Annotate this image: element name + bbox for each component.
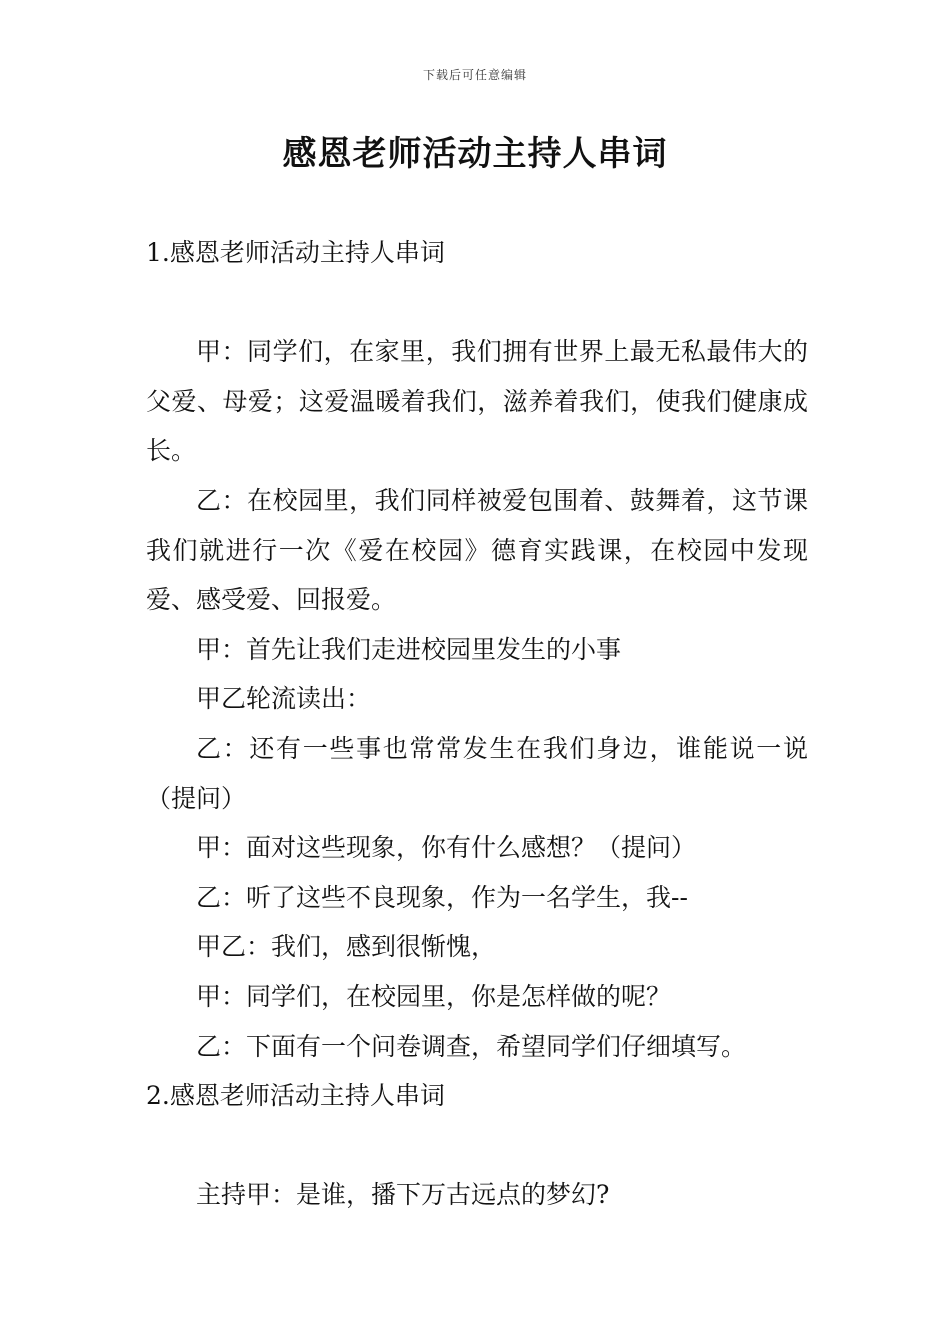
paragraph: 主持甲：是谁，播下万古远点的梦幻? — [196, 1180, 610, 1210]
blank-line — [146, 1121, 808, 1171]
paragraph: 甲：同学们，在家里，我们拥有世界上最无私最伟大的父爱、母爱；这爱温暖着我们，滋养着我们，使我们健康成长。 — [146, 337, 808, 466]
page-header-note: 下载后可任意编辑 — [422, 68, 527, 82]
paragraph: 甲乙：我们，感到很惭愧， — [196, 932, 497, 962]
blank-line — [146, 278, 808, 328]
document-body — [146, 228, 808, 1220]
section-heading-2: 2.感恩老师活动主持人串词 — [146, 1081, 445, 1111]
paragraph: 乙：还有一些事也常常发生在我们身边，谁能说一说（提问） — [146, 733, 808, 813]
section-heading-1: 1.感恩老师活动主持人串词 — [146, 238, 445, 267]
document-title: 感恩老师活动主持人串词 — [282, 134, 668, 174]
paragraph: 乙：在校园里，我们同样被爱包围着、鼓舞着，这节课我们就进行一次《爱在校园》德育实践课，在校园中发现爱、感受爱、回报爱。 — [146, 485, 808, 615]
paragraph: 甲乙轮流读出： — [196, 684, 372, 714]
paragraph: 甲：面对这些现象，你有什么感想？（提问） — [196, 833, 697, 863]
paragraph: 乙：下面有一个问卷调查，希望同学们仔细填写。 — [196, 1031, 747, 1061]
paragraph: 甲：同学们，在校园里，你是怎样做的呢？ — [196, 981, 672, 1011]
paragraph: 甲：首先让我们走进校园里发生的小事 — [196, 634, 622, 664]
paragraph: 乙：听了这些不良现象，作为一名学生，我-- — [196, 882, 688, 912]
